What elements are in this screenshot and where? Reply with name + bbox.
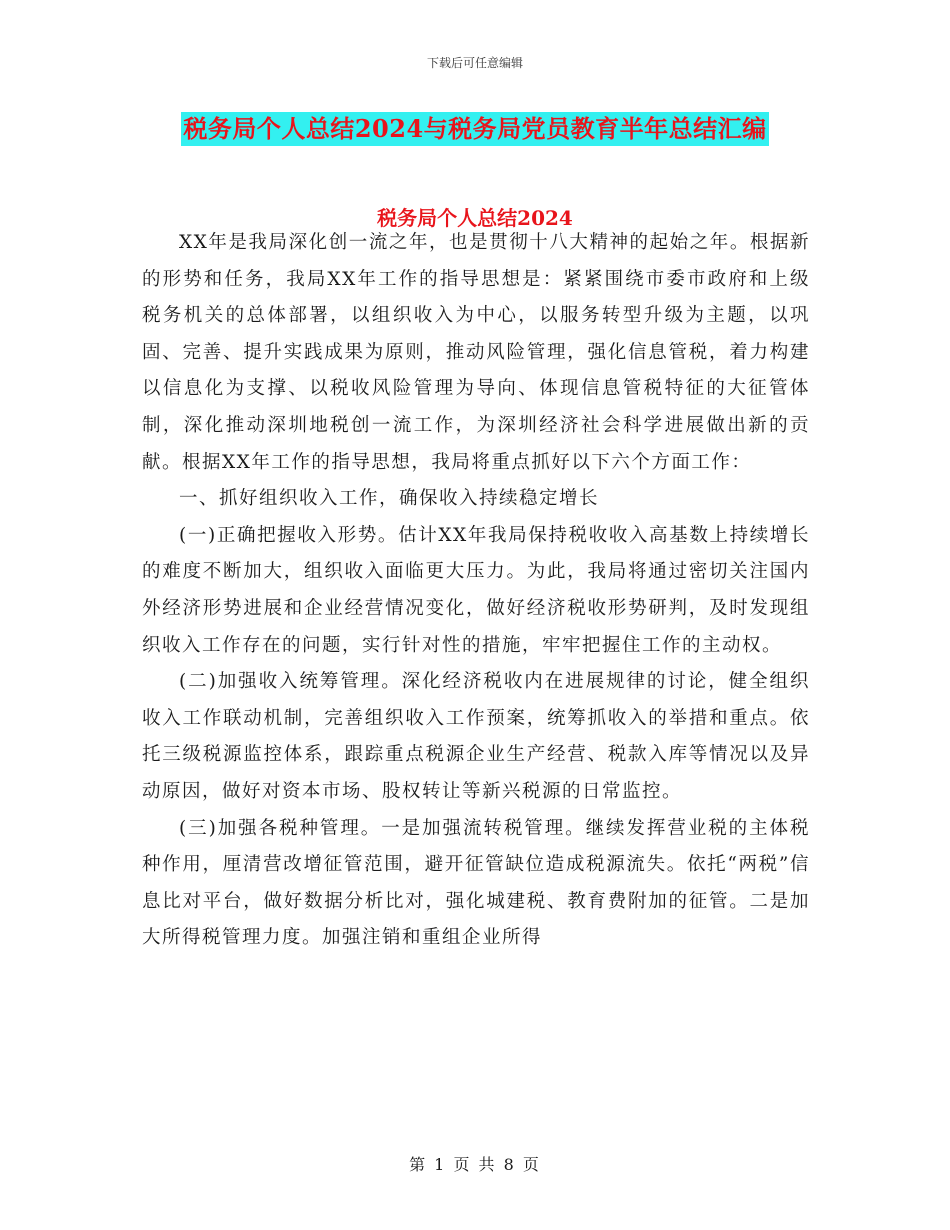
paragraph: (三)加强各税种管理。一是加强流转税管理。继续发挥营业税的主体税种作用，厘清营改增征管范围，避开征管缺位造成税源流失。依托“两税”信息比对平台，做好数据分析比对，强化城建税、教育费附加的征管。二是加大所得税管理力度。加强注销和重组企业所得 [142, 817, 810, 949]
body-text [142, 225, 810, 957]
page-number: 第 1 页 共 8 页 [409, 1155, 541, 1174]
paragraph: 一、抓好组织收入工作，确保收入持续稳定增长 [179, 488, 600, 510]
header-note: 下载后可任意编辑 [426, 56, 523, 70]
paragraph: XX年是我局深化创一流之年，也是贯彻十八大精神的起始之年。根据新的形势和任务，我局XX年工作的指导思想是：紧紧围绕市委市政府和上级税务机关的总体部署，以组织收入为中心，以服务转型升级为主题，以巩固、完善、提升实践成果为原则，推动风险管理，强化信息管税，着力构建以信息化为支撑、以税收风险管理为导向、体现信息管税特征的大征管体制，深化推动深圳地税创一流工作，为深圳经济社会科学进展做出新的贡献。根据XX年工作的指导思想，我局将重点抓好以下六个方面工作： [142, 232, 810, 473]
main-title-wrap [0, 112, 950, 146]
section-title: 税务局个人总结2024 [377, 206, 573, 230]
document-title: 税务局个人总结2024与税务局党员教育半年总结汇编 [181, 112, 768, 146]
paragraph: (一)正确把握收入形势。估计XX年我局保持税收收入高基数上持续增长的难度不断加大，组织收入面临更大压力。为此，我局将通过密切关注国内外经济形势进展和企业经营情况变化，做好经济税收形势研判，及时发现组织收入工作存在的问题，实行针对性的措施，牢牢把握住工作的主动权。 [142, 524, 810, 656]
paragraph: (二)加强收入统筹管理。深化经济税收内在进展规律的讨论，健全组织收入工作联动机制，完善组织收入工作预案，统筹抓收入的举措和重点。依托三级税源监控体系，跟踪重点税源企业生产经营、税款入库等情况以及异动原因，做好对资本市场、股权转让等新兴税源的日常监控。 [142, 671, 810, 802]
